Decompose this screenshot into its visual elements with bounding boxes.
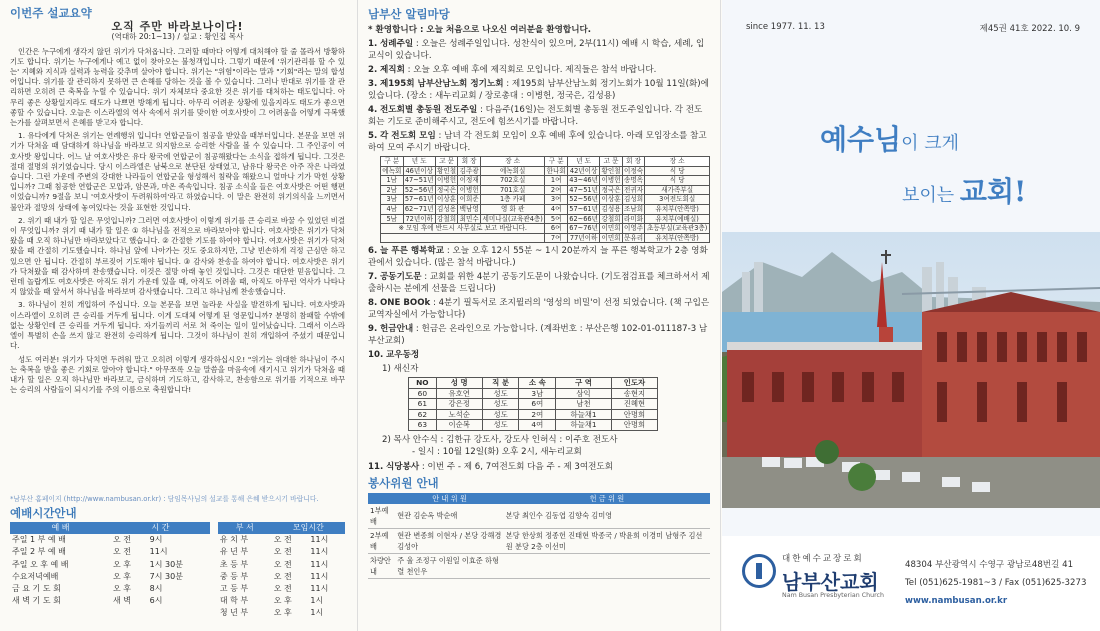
news-item-text: : 오늘 오후 12시 55분 ~ 1시 20분까지 늘 푸른 행복학교가 2층 영화관에서 있습니다. (많은 참석 바랍니다.)	[368, 246, 708, 269]
mission-cell: 황인철	[437, 166, 457, 175]
mission-cell: 4남	[381, 204, 404, 214]
ordination-date: - 일시 : 10월 12일(화) 오후 2시, 새누리교회	[412, 446, 582, 457]
mission-cell: 유치부(예배실)	[645, 214, 710, 224]
worship-row	[10, 595, 345, 607]
mission-cell: 47~51년	[569, 185, 598, 194]
volunteer-cell: 현관 변종희 이현자 / 본당 강해경 김성아	[395, 528, 504, 553]
news-item-num: 2.	[368, 65, 378, 75]
mission-cell: 43~46년	[569, 176, 598, 185]
mission-cell: 식 당	[645, 166, 710, 176]
worship-cell: 1시 30분	[149, 559, 183, 569]
mission-cell: 이정재	[459, 176, 479, 185]
worship-head: 부 서	[218, 522, 272, 534]
newcomer-cell: 2여	[519, 409, 556, 420]
mission-cell: 정국은	[437, 185, 457, 194]
welcome-line: * 환영합니다 : 오늘 처음으로 나오신 여러분을 환영합니다.	[368, 25, 592, 35]
mission-cell: 701호실	[480, 185, 545, 195]
worship-cell: 오 전	[273, 559, 292, 569]
newcomer-table	[408, 377, 658, 431]
phone: Tel (051)625-1981~3 / Fax (051)625-3273	[905, 578, 1087, 588]
worship-row	[10, 559, 345, 571]
mission-head-cell: 고 문	[435, 157, 458, 167]
news-item-num: 4.	[368, 105, 378, 115]
mission-cell: 백남영	[459, 204, 479, 213]
newcomer-head-cell: 성 명	[436, 378, 482, 389]
since-date: since 1977. 11. 13	[746, 22, 825, 32]
news-item	[368, 38, 710, 62]
mission-row	[381, 233, 710, 243]
mission-cell: 이상훈	[601, 195, 621, 204]
mission-head-cell: 년 도	[403, 157, 435, 167]
worship-head: 시 간	[111, 522, 210, 534]
mission-cell: 52~56년	[404, 185, 434, 194]
mission-cell: 67~76년	[569, 224, 598, 233]
issue-number: 제45권 41호 2022. 10. 9	[979, 24, 1080, 34]
worship-cell: 오 전	[112, 535, 131, 545]
mission-cell: 이정숙	[624, 166, 644, 175]
news-item-text: : 헌금은 온라인으로 가능합니다. (계좌번호 : 부산은행 102-01-011187-3 남부산교회)	[368, 324, 708, 347]
mission-cell: 5남	[381, 214, 404, 224]
mission-row	[381, 166, 710, 176]
mission-cell: 72년이하	[403, 214, 435, 224]
worship-row	[10, 607, 345, 619]
mission-cell: 2남	[381, 185, 404, 195]
mission-cell: 3남	[381, 195, 404, 205]
news-item	[368, 64, 710, 76]
worship-section-title: 예배시간안내	[10, 505, 77, 520]
mission-cell: 46년이상	[403, 166, 435, 176]
newcomer-cell: 63	[409, 420, 437, 431]
worship-cell: 6시	[149, 596, 163, 606]
worship-cell: 오 후	[112, 571, 131, 581]
mission-cell: 7여	[545, 233, 568, 243]
mission-row	[381, 224, 710, 234]
news-item-title: 헌금안내	[379, 324, 414, 335]
sermon-paragraph: 1. 유다에게 닥쳐온 위기는 연례행위 입니다! 연합군들이 침공을 받았을 때부터입니다. 본문을 보면 위기가 닥쳐올 때 담대하게 하나님을 바라보고 의지함으로 승리한 사람을 볼 수 있습니다. 그 주인공이 여호사밧 왕입니다. 어느 날 여호사밧은 유다 왕국에 연합군이 침공해왔다는 소식을 접하게 됩니다. 그것은 절대 절명의 위기였습니다. 당시 이스라엘은 남북으로 분단된 상태였고, 남유다 왕국은 아주 작은 나라였습니다. 그런 가운데 주변의 강대한 나라들이 연합군을 형성해서 침략을 해왔으니 얼마나 기가 막힌 상황입니까? 그때 침공한 연합군은 모압과, 암몬과, 마온 족속입니다. 침공 소식을 들은 여호사밧은 어떤 행편 이었습니까? 9절을 보니 '여호사밧이 두려워하여'라고 하였습니다. 이 말은 완전히 위기의식을 느끼면서 불안과 절망의 상태에 놓여있다는 것을 표현한 것입니다.	[10, 131, 345, 212]
news-item	[368, 297, 710, 321]
worship-cell: 금 요 기 도 회	[12, 584, 61, 594]
mission-row	[381, 214, 710, 224]
news-item-num: 5.	[368, 131, 378, 141]
worship-cell: 초 등 부	[219, 559, 249, 569]
newcomer-row	[409, 399, 658, 410]
sermon-paragraph: 3. 하나님이 친히 개입하여 주십니다. 오늘 본문을 보면 놀라운 사실을 발견하게 됩니다. 여호사밧과 이스라엘이 오히려 큰 승리를 거두게 됩니다. 이게 도대체 어떻게 된 영문입니까? 분명히 참패할 수밖에 없는 상황인데 큰 승리를 거두게 됩니다. 자기들끼리 서로 쳐 죽이는 일이 일어났습니다. 그래서 이스라엘이 특별히 손을 쓰지 않고 완전히 승리하게 됩니다. 그것이 하나님이 친히 개입하여 주셨기 때문입니다.	[10, 300, 345, 351]
worship-cell: 11시	[310, 584, 329, 594]
sermon-title: 오직 주만 바라보나이다!	[111, 20, 244, 34]
newcomer-row	[409, 388, 658, 399]
newcomer-head-cell: 소 속	[519, 378, 556, 389]
news-item-text: : 4분기 필독서로 조지뮐러의 '영성의 비밀'이 선정 되었습니다. (책 구입은 교역자실에서 가능합니다)	[368, 298, 710, 321]
mission-cell: 이민희	[601, 224, 621, 233]
volunteer-cell: 주 율 조정구 이원일 이효준 하형렬 천인우	[395, 553, 504, 578]
newcomer-cell: 6여	[519, 399, 556, 410]
mission-head-cell: 회 장	[622, 157, 645, 167]
worship-cell: 대 학 부	[219, 596, 249, 606]
mission-cell: 강철희	[437, 214, 457, 223]
newcomer-cell: 성도	[482, 409, 519, 420]
news-item-title: 성례주일	[379, 39, 414, 49]
church-name: 남부산교회	[782, 570, 879, 594]
mission-cell: 송명옥	[624, 176, 644, 185]
ordination-line: 2) 목사 안수식 : 김한규 강도사, 강도사 인허식 : 이주호 전도사	[382, 434, 618, 445]
newcomer-cell: 61	[409, 399, 437, 410]
mission-cell: 62~71년	[404, 204, 434, 213]
worship-cell: 중 등 부	[219, 571, 249, 581]
mission-cell: 초등부실(교육관3층)	[645, 224, 710, 234]
newcomer-cell: 하늘채1	[556, 420, 612, 431]
sermon-subtitle: (역대하 20:1~13) / 설교 : 황인집 목사	[111, 32, 244, 42]
worship-cell: 오 후	[112, 559, 131, 569]
mission-cell: 이병헌	[437, 176, 457, 185]
mission-cell: 이병헌	[601, 176, 621, 185]
newcomer-cell: 성도	[482, 420, 519, 431]
worship-row	[10, 546, 345, 558]
worship-row	[10, 534, 345, 546]
slogan-part: 이 크게	[901, 133, 960, 154]
sermon-paragraph: 성도 여러분! 위기가 닥치면 두려워 말고 오히려 이렇게 생각하십시오! "위기는 위대한 하나님이 주시는 축복을 받을 좋은 기회로 알아야 합니다." 아무쪼록 오늘 말씀을 마음속에 새기시고 위기가 닥쳐올 때 내가 할 일은 오직 하나님만 바라보고, 금식하며 기도하고, 감사하고, 찬송함으로 위기를 기적으로 바꾸는 승리의 사람들이 되시기를 주의 이름으로 축원합니다!	[10, 354, 345, 395]
worship-cell: 새 벽 기 도 회	[12, 596, 61, 606]
news-item-title: 제직회	[379, 65, 405, 75]
mission-cell: 에녹회실	[480, 166, 545, 176]
mission-head-cell: 구 분	[545, 157, 568, 167]
worship-head: 모임시간	[272, 522, 345, 534]
volunteer-row	[368, 528, 710, 553]
news-item-title: 각 전도회 모임	[379, 131, 436, 141]
worship-cell: 오 전	[112, 547, 131, 557]
mission-cell: 62~66년	[569, 214, 598, 223]
mission-cell: 1층 카페	[480, 195, 545, 205]
worship-cell: 오 전	[273, 584, 292, 594]
news-item	[368, 78, 710, 102]
mission-cell: 이영주	[624, 224, 644, 233]
newcomer-cell: 남천	[556, 399, 612, 410]
newcomer-cell: 노석순	[436, 409, 482, 420]
newcomer-cell: 유호연	[436, 388, 482, 399]
news-item-title: ONE BOOk	[379, 298, 431, 309]
mission-head-cell: 구 분	[381, 157, 404, 167]
worship-cell: 오 후	[112, 584, 131, 594]
worship-cell: 11시	[310, 559, 329, 569]
mission-cell: 57~61년	[569, 204, 598, 213]
news-item-title: 늘 푸른 행복학교	[379, 246, 445, 257]
worship-cell: 새 벽	[112, 596, 131, 606]
mission-cell: 세미나실(교육관4층)	[480, 214, 545, 224]
news-item-text: : 교회를 위한 4분기 공동기도문이 나왔습니다. (기도점검표를 체크하셔서 제출하시는 분에게 선물을 드립니다)	[368, 272, 710, 295]
worship-cell: 주일 1 부 예 배	[12, 535, 66, 545]
mission-cell: 유치부(안쪽방)	[645, 233, 710, 243]
newcomer-head-cell: 인도자	[611, 378, 657, 389]
sermon-paragraph: 인간은 누구에게 생각지 않던 위기가 닥쳐옵니다. 그러할 때마다 어떻게 대처해야 할 줄 몰라서 방황하기도 합니다. 위기는 누구에게나 예고 없이 찾아오는 불청객입니다. 그렇기 때문에 '위기관리를 할 수 있는' 지혜와 지식과 실력과 능력을 갖추며 살아야 합니다. 위기는 "위험"이라는 말과 "기회"라는 말의 합성어입니다. 위기를 잘 관리하지 못하면 큰 손해를 당하는 것을 볼 수 있습니다. 그러나 반대로 위기를 잘 관리하면 오히려 큰 축복을 누릴 수 있습니다. 위기 자체보다 중요한 것은 위기를 대처하는 태도입니다. 아무리 좋은 상황일지라도 태도가 나쁘면 방해게 됩니다. 아무리 어려운 상황에 있을지라도 태도가 좋으면 좋할 수 있습니다. 오늘은 이스라엘의 역사 속에서 위기를 맞이한 여호사밧이 그 어려움을 어떻게 극복했는가를 살펴보면서 은혜를 받고자 합니다.	[10, 46, 345, 128]
church-english-name: Nam Busan Presbyterian Church	[782, 592, 884, 599]
mission-cell	[381, 233, 545, 243]
newcomer-row	[409, 420, 658, 431]
mission-cell: 이상훈	[437, 195, 457, 204]
worship-cell	[10, 607, 111, 619]
worship-cell: 11시	[310, 547, 329, 557]
fold-line	[720, 0, 721, 631]
mission-head-cell: 장 소	[480, 157, 545, 167]
volunteer-section-title: 봉사위원 안내	[368, 475, 439, 490]
worship-cell: 오 전	[273, 547, 292, 557]
sermon-body	[10, 47, 345, 492]
volunteer-cell: 본당 한상희 정종헌 진태현 박종국 / 박윤희 이경미 남형주 김선원 분당 2층 이선미	[504, 528, 710, 553]
news-item	[368, 323, 710, 347]
volunteer-row	[368, 504, 710, 529]
mission-cell: 새가족부실	[645, 185, 710, 195]
news-item-title: 공동기도문	[379, 272, 422, 283]
worship-cell: 8시	[149, 584, 163, 594]
mission-cell: 조남희	[624, 204, 644, 213]
volunteer-cell: 본당 최인수 김동엽 김향숙 김미영	[504, 504, 710, 529]
mission-cell: 영 화 관	[480, 204, 545, 214]
church-photo	[722, 232, 1100, 508]
mission-cell: 6여	[545, 224, 568, 234]
mission-cell: 4여	[545, 204, 568, 214]
homepage-note: *남부산 홈페이지 (http://www.nambusan.or.kr) : 담임목사님의 설교를 통해 은혜 받으시기 바랍니다.	[10, 494, 319, 503]
volunteer-table	[368, 493, 710, 579]
newcomer-cell: 60	[409, 388, 437, 399]
worship-cell: 9시	[149, 535, 163, 545]
mission-cell: 1여	[545, 176, 568, 186]
mission-cell: 에녹회	[382, 166, 402, 175]
worship-cell: 7시 30분	[149, 571, 183, 581]
denomination-name: 대한예수교장로회	[782, 554, 864, 564]
mission-cell: 3여전도회실	[645, 195, 710, 205]
news-item-num: 9.	[368, 324, 378, 335]
mission-row	[381, 185, 710, 195]
news-item-num: 3.	[368, 79, 378, 89]
mission-cell: 김성용	[437, 204, 457, 213]
mission-head-cell: 장 소	[645, 157, 710, 167]
newcomer-cell: 안명희	[611, 420, 657, 431]
volunteer-cell	[504, 553, 710, 578]
news-item-num: 7.	[368, 272, 378, 283]
worship-cell: 수요저녁예배	[12, 571, 59, 581]
worship-row	[10, 571, 345, 583]
news-item: 10. 교우동정	[368, 350, 420, 361]
mission-cell: 최민수	[459, 214, 479, 223]
mission-head-cell: 고 문	[600, 157, 623, 167]
sermon-column	[0, 0, 355, 631]
mission-cell: 김성용	[601, 204, 621, 213]
slogan-church: 교회!	[959, 175, 1027, 208]
news-section-title: 남부산 알림마당	[368, 7, 450, 21]
cover-column	[722, 0, 1100, 631]
news-item-title: 전도회별 총동원 전도주일	[379, 105, 478, 115]
volunteer-head-cell: 헌 금 위 원	[504, 493, 710, 504]
mission-cell: 47~51년	[404, 176, 434, 185]
worship-cell: 오 후	[273, 596, 292, 606]
newcomer-row	[409, 409, 658, 420]
mission-cell: 1남	[381, 176, 404, 186]
mission-head-cell: 년 도	[567, 157, 599, 167]
news-item-title: 제195회 남부산남노회 정기노회	[379, 79, 504, 89]
mission-cell: 이민희	[601, 233, 621, 242]
newcomer-cell: 안명희	[611, 409, 657, 420]
news-item-num: 1.	[368, 39, 378, 49]
sermon-section-title: 이번주 설교요약	[10, 6, 92, 20]
news-item: 11. 식당봉사 : 이번 주 - 제 6, 7여전도회 다음 주 - 제 3여전도회	[368, 461, 614, 472]
mission-cell: 52~56년	[569, 195, 598, 204]
news-item-text: : 제195회 남부산남노회 정기노회가 10월 11일(화)에 있습니다. (장소 : 새누리교회 / 장로총대 : 이병헌, 정국은, 김성용)	[368, 79, 709, 101]
worship-cell: 오 후	[273, 608, 292, 618]
news-item-num: 8.	[368, 298, 378, 309]
mission-cell: 이희준	[459, 195, 479, 204]
mission-head-cell: 회 장	[458, 157, 481, 167]
worship-cell: 오 전	[273, 571, 292, 581]
newcomer-cell: 성도	[482, 388, 519, 399]
newcomer-cell: 4여	[519, 420, 556, 431]
worship-head: 예 배	[10, 522, 111, 534]
mission-cell: 김성희	[624, 195, 644, 204]
mission-note: ※ 모임 후에 반드시 사무실로 보고 바랍니다.	[381, 224, 545, 234]
mission-cell: 전귀자	[624, 185, 644, 194]
mission-cell: 5여	[545, 214, 568, 224]
church-logo-icon	[742, 554, 776, 588]
news-item	[368, 245, 710, 269]
worship-cell: 오 전	[273, 535, 292, 545]
worship-cell: 11시	[310, 571, 329, 581]
announcements-column	[360, 0, 718, 631]
mission-cell: 3여	[545, 195, 568, 205]
newcomer-head-cell: 구 역	[556, 378, 612, 389]
worship-cell: 유 치 부	[219, 535, 249, 545]
newcomer-cell: 삼익	[556, 388, 612, 399]
volunteer-cell: 1부예배	[368, 504, 395, 529]
worship-cell: 11시	[149, 547, 168, 557]
newcomer-cell: 이순복	[436, 420, 482, 431]
volunteer-head-cell	[368, 493, 395, 504]
sermon-paragraph: 2. 위기 때 내가 할 일은 무엇입니까? 그러면 여호사밧이 이렇게 위기를 큰 승리로 바꿀 수 있었던 비결이 무엇입니까? 위기 때 내가 할 일은 ① 하나님을 전적으로 바라보아야 합니다. 여호사밧은 위기가 닥쳐왔을 때 오직 하나님만 바라보았다고 했습니다. ② 간절한 기도를 하여야 합니다. 여호사밧은 위기가 닥쳐왔을 때 간절히 기도했습니다. 하나님 앞에 나아가는 것도 중요하지만, 그냥 빈손하게 걱정 근심만 하고 있으면 안 됩니다. 간절히 부르짖어 기도해야 됩니다. ③ 감사와 찬송을 하여야 합니다. 여호사밧은 위기가 닥쳐왔을 때 감사하며 찬송했습니다. 이것은 절망 아래 놓인 것입니다. 그것은 대단한 믿음입니다. 그런데 놀랍게도 여호사밧은 아직도 위기 가운데 있을 때, 아직도 어려울 때, 아직도 아무런 역사가 나타나지 않았을 때 앞서서 하나님을 바라보며 감사했습니다. 그리고 하나님께 찬송했습니다.	[10, 215, 345, 297]
mission-cell: 김주광	[459, 166, 479, 175]
mission-table	[380, 156, 710, 243]
worship-cell: 고 등 부	[219, 584, 249, 594]
news-item	[368, 104, 710, 128]
mission-cell: 문유리	[624, 233, 644, 242]
news-item	[368, 271, 710, 295]
news-item	[368, 130, 710, 154]
website-link[interactable]: www.nambusan.or.kr	[905, 596, 1008, 606]
newcomer-cell: 성도	[482, 399, 519, 410]
worship-cell	[148, 607, 210, 619]
worship-cell: 1시	[310, 608, 324, 618]
mission-cell: 702호실	[480, 176, 545, 186]
volunteer-cell: 현관 김순옥 박순애	[395, 504, 504, 529]
contact-info	[905, 556, 1086, 610]
worship-cell: 1시	[310, 596, 324, 606]
mission-cell: 식 당	[645, 176, 710, 186]
newcomer-cell: 진혜현	[611, 399, 657, 410]
mission-cell: 77년이하	[567, 233, 599, 243]
mission-row	[381, 195, 710, 205]
newcomer-cell: 송현지	[611, 388, 657, 399]
worship-cell	[111, 607, 148, 619]
volunteer-row	[368, 553, 710, 578]
worship-cell: 청 년 부	[219, 608, 249, 618]
news-item-text: : 남녀 각 전도회 모임이 오후 예배 후에 있습니다. 아래 모임장소를 참고하여 모여 주시기 바랍니다.	[368, 131, 707, 153]
slogan-part: 보이는	[902, 185, 960, 206]
newcomer-cell: 3남	[519, 388, 556, 399]
worship-row	[10, 583, 345, 595]
mission-cell: 황인철	[601, 166, 621, 175]
worship-table	[10, 522, 345, 620]
fold-line	[357, 0, 358, 631]
mission-cell: 42년이상	[567, 166, 599, 176]
worship-cell: 유 년 부	[219, 547, 249, 557]
slogan	[820, 118, 1027, 210]
newcomer-label: 1) 새신자	[382, 364, 419, 375]
newcomer-head-cell: NO	[409, 378, 437, 389]
newcomer-cell: 강은정	[436, 399, 482, 410]
mission-cell: 라미화	[624, 214, 644, 223]
mission-cell: 정국은	[601, 185, 621, 194]
worship-cell: 11시	[310, 535, 329, 545]
news-item-num: 6.	[368, 246, 378, 257]
newcomer-cell: 하늘채1	[556, 409, 612, 420]
news-item-text: : 다음주(16일)는 전도회별 총동원 전도주일입니다. 각 전도회는 기도로 준비해주시고, 전도에 힘쓰시기를 바랍니다.	[368, 105, 703, 127]
worship-cell: 주일 2 부 예 배	[12, 547, 66, 557]
newcomer-cell: 62	[409, 409, 437, 420]
address: 48304 부산광역시 수영구 광남로48번길 41	[905, 560, 1074, 570]
mission-cell: 유치부(안쪽방)	[645, 204, 710, 214]
mission-cell: 한나회	[546, 166, 566, 175]
mission-row	[381, 204, 710, 214]
mission-cell: 57~61년	[404, 195, 434, 204]
news-item-text: : 오늘 오후 예배 후에 제직회로 모입니다. 제직들은 참석 바랍니다.	[404, 65, 657, 75]
mission-cell: 이병헌	[459, 185, 479, 194]
volunteer-cell: 2부예배	[368, 528, 395, 553]
slogan-jesus: 예수님	[820, 123, 902, 156]
volunteer-cell: 차량안내	[368, 553, 395, 578]
volunteer-head-cell: 안 내 위 원	[395, 493, 504, 504]
mission-cell: 강철희	[601, 214, 621, 223]
newcomer-head-cell: 직 분	[482, 378, 519, 389]
worship-cell: 주일 오 후 예 배	[12, 559, 69, 569]
news-item-text: : 오늘은 성례주일입니다. 성찬식이 있으며, 2부(11시) 예배 시 학습, 세례, 입교식이 있습니다.	[368, 39, 705, 61]
mission-row	[381, 176, 710, 186]
mission-cell: 2여	[545, 185, 568, 195]
